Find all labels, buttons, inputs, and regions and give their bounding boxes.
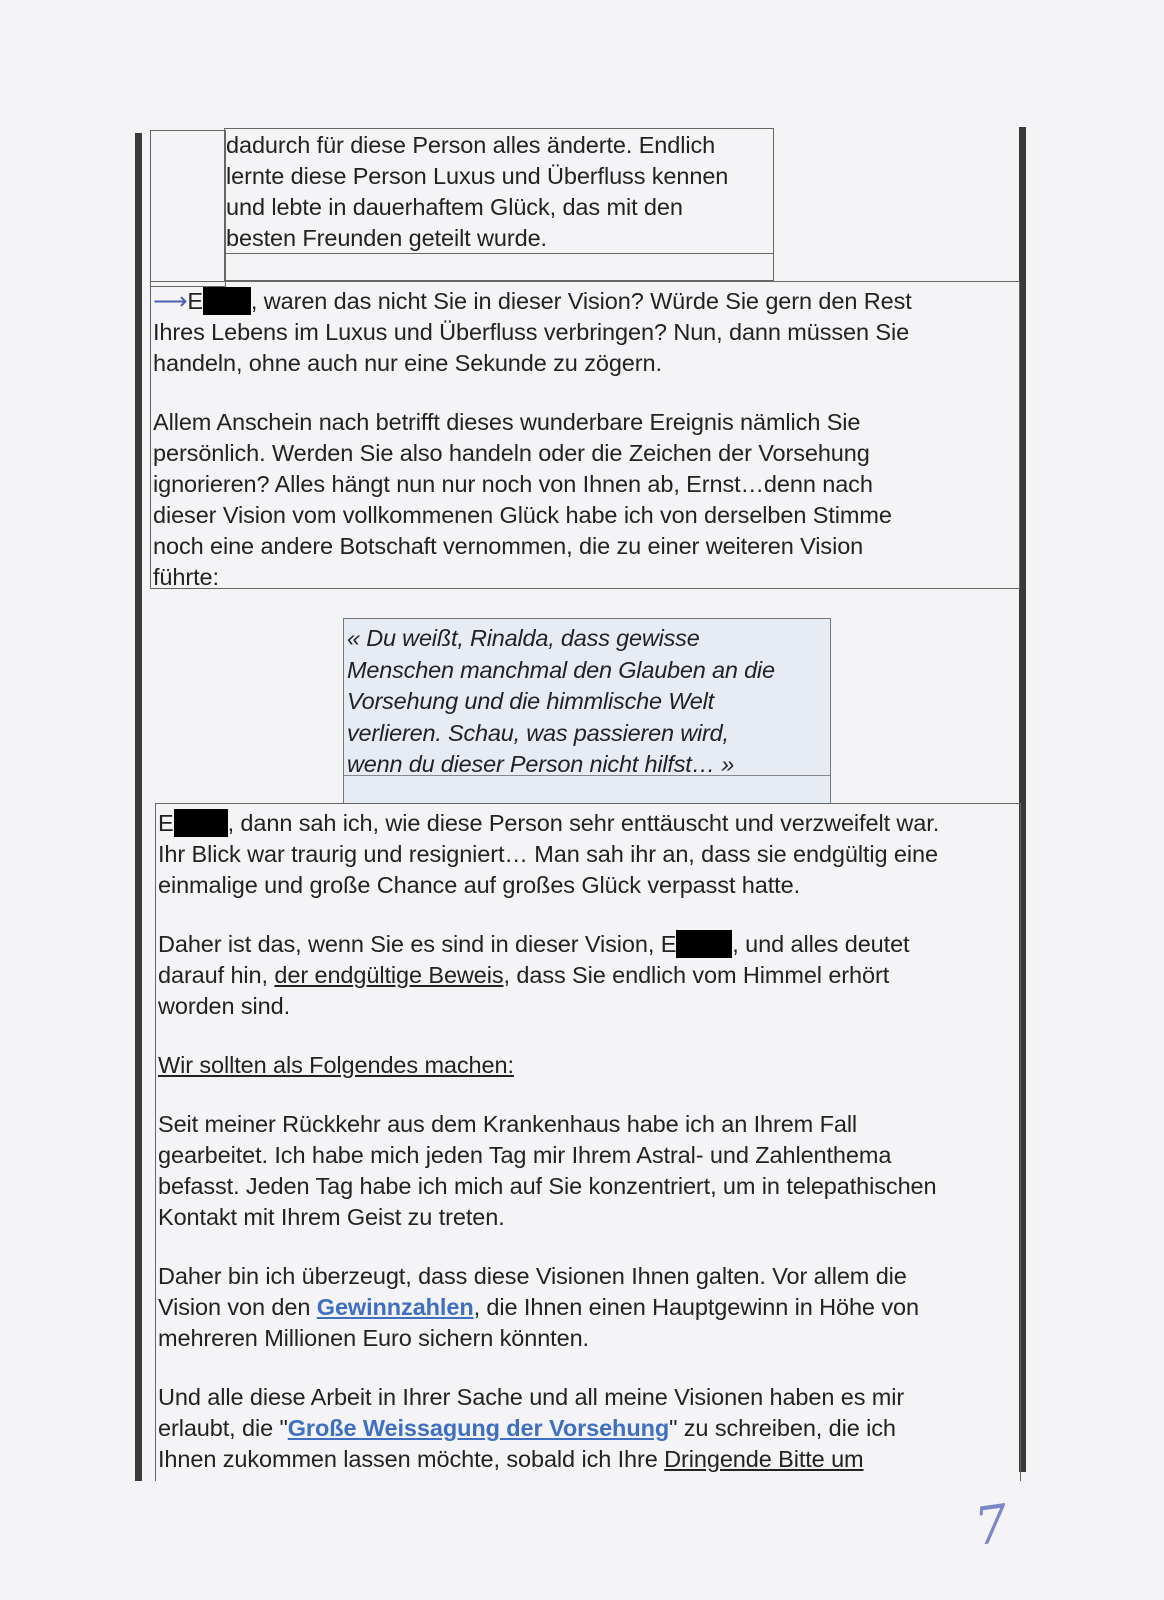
quote-line: verlieren. Schau, was passieren wird, — [347, 719, 729, 746]
right-arrow-icon: ⟶ — [153, 288, 188, 315]
quote-line: Menschen manchmal den Glauben an die — [347, 656, 775, 683]
redaction-bar — [174, 809, 228, 837]
section-2-para-5: Und alle diese Arbeit in Ihrer Sache und all meine Visionen haben es mir erlaubt, die "Große Weissagung der Vorsehung" zu schreiben, die ich Ihnen zukommen lassen möchte, sobald ich Ihre Dringende Bitte um — [158, 1384, 905, 1472]
section-2-para-4: Daher bin ich überzeugt, dass diese Visionen Ihnen galten. Vor allem die Vision von den Gewinnzahlen, die Ihnen einen Hauptgewinn in Höhe von mehreren Millionen Euro sichern könnten. — [158, 1263, 919, 1351]
section-2-para-3: Seit meiner Rückkehr aus dem Krankenhaus habe ich an Ihrem Fall gearbeitet. Ich habe mich jeden Tag mir Ihrem Astral- und Zahlenthema befasst. Jeden Tag habe ich mich auf Sie konzentriert, um in telepathischen Kontakt mit Ihrem Geist zu treten. — [158, 1111, 937, 1230]
top-line-4: besten Freunden geteilt wurde. — [226, 225, 547, 251]
top-box-empty-row — [224, 253, 774, 281]
weissagung-link[interactable]: Große Weissagung der Vorsehung — [287, 1415, 670, 1441]
quote-box — [343, 618, 831, 804]
redaction-bar — [203, 287, 251, 315]
section-1-box — [150, 281, 1020, 589]
left-margin-rule — [135, 133, 142, 1481]
handwritten-page-number: 7 — [970, 1493, 1013, 1559]
section-1-para-2: Allem Anschein nach betrifft dieses wunderbare Ereignis nämlich Sie persönlich. Werden Sie also handeln oder die Zeichen der Vorsehung ignorieren? Alles hängt nun nur noch von Ihnen ab, Ernst…denn nach dieser Vision vom vollkommenen Glück habe ich von derselben Stimme noch eine andere Botschaft vernommen, die zu einer weiteren Vision führte: — [153, 409, 892, 590]
section-2-box — [155, 803, 1021, 1481]
top-line-3: und lebte in dauerhaftem Glück, das mit den — [226, 194, 683, 220]
top-text-box — [224, 128, 774, 253]
section-1-para-1: ⟶E , waren das nicht Sie in dieser Vision? Würde Sie gern den Rest Ihres Lebens im Luxus und Überfluss verbringen? Nun, dann müssen Sie handeln, ohne auch nur eine Sekunde zu zögern. — [153, 288, 912, 376]
quote-divider — [344, 775, 830, 776]
gewinnzahlen-link[interactable]: Gewinnzahlen — [316, 1294, 474, 1320]
section-2-para-2: Daher ist das, wenn Sie es sind in dieser Vision, E , und alles deutet darauf hin, der endgültige Beweis, dass Sie endlich vom Himmel erhört worden sind. — [158, 931, 910, 1019]
section-heading: Wir sollten als Folgendes machen: — [158, 1052, 514, 1078]
top-line-2: lernte diese Person Luxus und Überfluss kennen — [226, 163, 729, 189]
redaction-bar — [676, 930, 732, 958]
quote-line: wenn du dieser Person nicht hilfst… » — [347, 751, 735, 777]
quote-line: Vorsehung und die himmlische Welt — [347, 688, 714, 714]
section-2-para-1: E , dann sah ich, wie diese Person sehr enttäuscht und verzweifelt war. Ihr Blick war traurig und resigniert… Man sah ihr an, dass sie endgültig eine einmalige und große Chance auf großes Glück verpasst hatte. — [158, 810, 940, 898]
top-line-1: dadurch für diese Person alles änderte. Endlich — [226, 132, 716, 158]
quote-line: « Du weißt, Rinalda, dass gewisse — [347, 625, 700, 651]
empty-table-cell — [150, 130, 226, 287]
